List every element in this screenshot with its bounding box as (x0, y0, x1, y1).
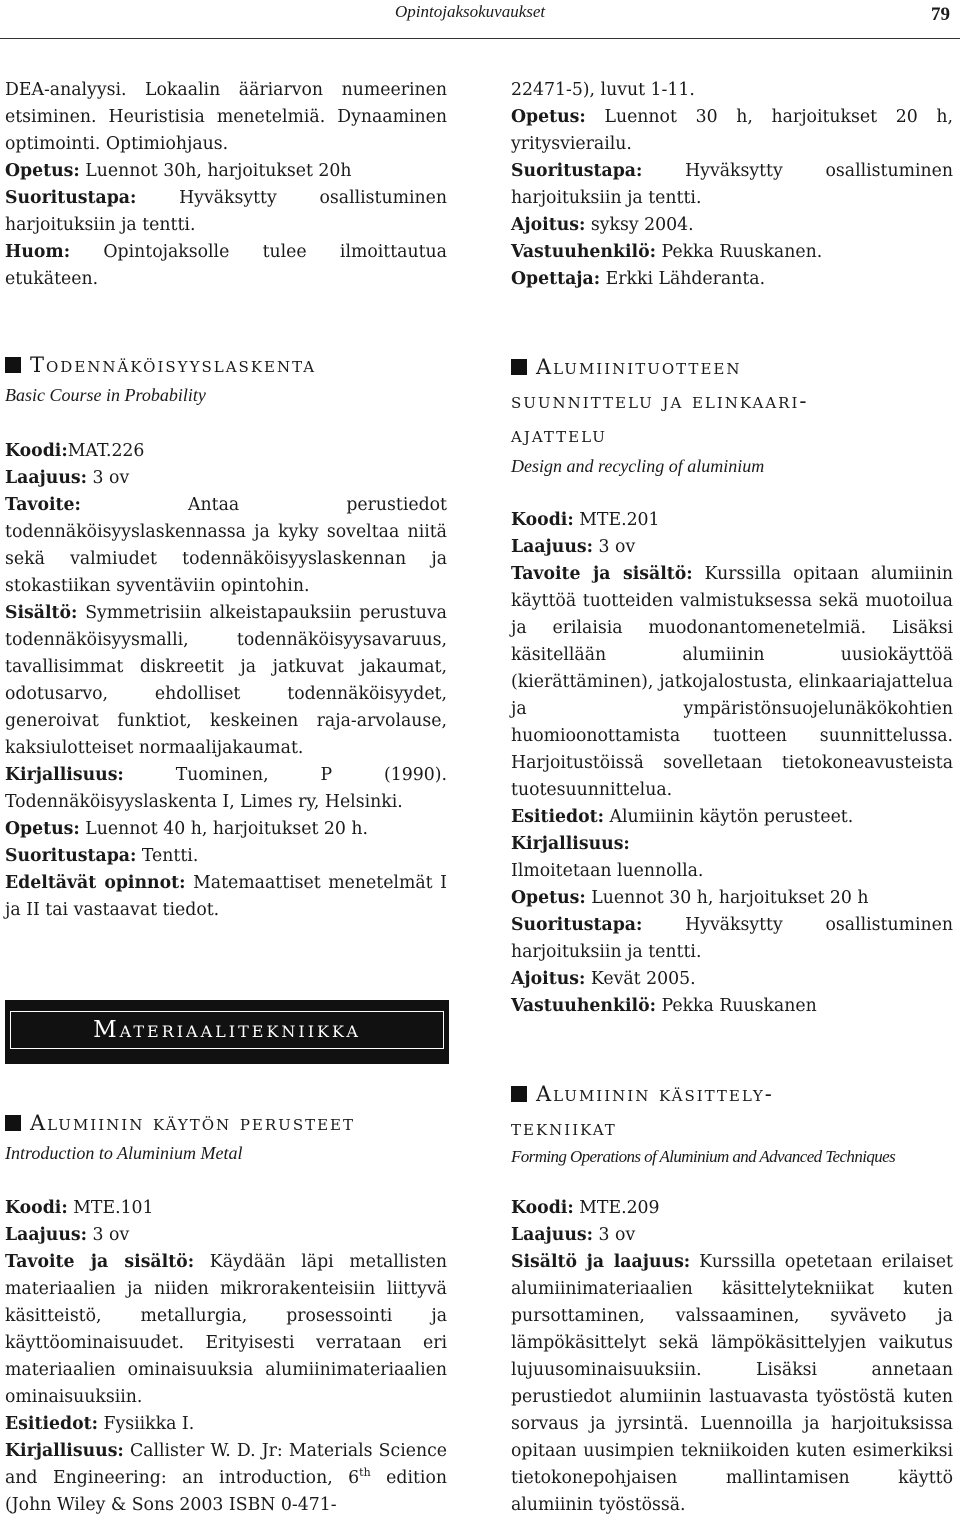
bullet-square-icon (5, 1115, 21, 1131)
alu-design-laajuus: Laajuus: 3 ov (511, 537, 636, 557)
prob-koodi: Koodi:MAT.226 (5, 441, 145, 461)
prob-tavoite: Tavoite: Antaa perustiedot todennäköisyyslaskennassa ja kyky soveltaa niitä sekä valmiudet todennäköisyyslaskennan ja stokastiikan syventäviin opintohin. (5, 495, 447, 596)
course-body-alu-design (511, 507, 953, 1020)
alu-design-kirjallisuus-label: Kirjallisuus: (511, 834, 630, 854)
section-banner (5, 1000, 449, 1064)
right-top-suoritustapa: Suoritustapa: Hyväksytty osallistuminen harjoituksiin ja tentti. (511, 161, 953, 208)
alu-basics-kirjallisuus: Kirjallisuus: Callister W. D. Jr: Materials Science and Engineering: an introduction, 6th edition (John Wiley & Sons 2003 ISBN 0-471- (5, 1441, 447, 1515)
page-number: 79 (931, 4, 950, 25)
prob-edeltavat: Edeltävät opinnot: Matemaattiset menetelmät I ja II tai vastaavat tiedot. (5, 873, 447, 920)
alu-design-ajoitus: Ajoitus: Kevät 2005. (511, 969, 696, 989)
right-top-ajoitus: Ajoitus: syksy 2004. (511, 215, 694, 235)
course-body-probability (5, 438, 447, 924)
bullet-square-icon (511, 359, 527, 375)
prob-opetus: Opetus: Luennot 40 h, harjoitukset 20 h. (5, 819, 368, 839)
section-banner-title: Materiaalitekniikka (10, 1011, 444, 1049)
alu-design-koodi: Koodi: MTE.201 (511, 510, 660, 530)
bullet-square-icon (511, 1086, 527, 1102)
left-top-huom: Huom: Opintojaksolle tulee ilmoittautua etukäteen. (5, 242, 447, 289)
alu-tech-sisalto: Sisältö ja laajuus: Kurssilla opetetaan erilaiset alumiinimateriaalien käsittelytekniikat kuten pursottaminen, valssaaminen, syväveto ja lämpökäsittelyt sekä lämpökäsittelyjen vaikutus lujuusominaisuuksiin. Lisäksi annetaan perustiedot alumiinin lastuavasta työstöstä kuten sorvaus ja jyrsintä. Luennoilla ja harjoituksissa opitaan uusimpien tekniikoiden kuten esimerkiksi tietokonepohjaisen mallintamisen käyttö alumiinin työstössä. (511, 1252, 953, 1515)
alu-tech-laajuus: Laajuus: 3 ov (511, 1225, 636, 1245)
course-subtitle-alu-design: Design and recycling of aluminium (511, 456, 765, 476)
left-top-opetus: Opetus: Luennot 30h, harjoitukset 20h (5, 161, 352, 181)
course-subtitle-alu-tech: Forming Operations of Aluminium and Advanced Techniques (511, 1147, 896, 1166)
right-top-opetus: Opetus: Luennot 30 h, harjoitukset 20 h, yritysvierailu. (511, 107, 954, 154)
right-top-opettaja: Opettaja: Erkki Lähderanta. (511, 269, 766, 289)
alu-tech-koodi: Koodi: MTE.209 (511, 1198, 660, 1218)
alu-basics-laajuus: Laajuus: 3 ov (5, 1225, 130, 1245)
prob-kirjallisuus: Kirjallisuus: Tuominen, P (1990). Todennäköisyyslaskenta I, Limes ry, Helsinki. (5, 765, 447, 812)
prob-laajuus: Laajuus: 3 ov (5, 468, 130, 488)
alu-design-opetus: Opetus: Luennot 30 h, harjoitukset 20 h (511, 888, 869, 908)
course-body-alu-basics (5, 1195, 447, 1519)
alu-design-tavoite: Tavoite ja sisältö: Kurssilla opitaan alumiinin käyttöä tuotteiden valmistuksessa sekä muotoilua ja erilaisia muodonantomenetelmiä. Lisäksi käsitellään alumiinin uusiokäyttöä (kierättäminen), jatkojalostusta, elinkaariajattelua ja ympäristönsuojelunäkökohtien huomioonottamista tuotteen suunnittelussa. Harjoitustöissä sovelletaan tietokoneavusteista tuotesuunnittelua. (511, 564, 954, 800)
course-heading-alu-tech: Alumiinin käsittely- tekniikat (511, 1082, 774, 1140)
header-rule (0, 38, 960, 39)
alu-design-vastuu: Vastuuhenkilö: Pekka Ruuskanen (511, 996, 817, 1016)
running-title: Opintojaksokuvaukset (395, 2, 546, 21)
right-top-text: 22471-5), luvut 1-11. (511, 80, 695, 100)
course-subtitle-probability: Basic Course in Probability (5, 385, 206, 405)
course-subtitle-alu-basics: Introduction to Aluminium Metal (5, 1143, 243, 1163)
course-heading-probability: Todennäköisyyslaskenta (5, 350, 316, 380)
page-header (0, 0, 960, 40)
right-top-vastuu: Vastuuhenkilö: Pekka Ruuskanen. (511, 242, 823, 262)
alu-basics-esitiedot: Esitiedot: Fysiikka I. (5, 1414, 195, 1434)
course-body-alu-tech (511, 1195, 953, 1519)
left-top-block (5, 77, 447, 293)
left-top-text: DEA-analyysi. Lokaalin ääriarvon numeerinen etsiminen. Heuristisia menetelmiä. Dynaaminen optimointi. Optimiohjaus. (5, 80, 447, 154)
alu-design-esitiedot: Esitiedot: Alumiinin käytön perusteet. (511, 807, 854, 827)
alu-design-suoritustapa: Suoritustapa: Hyväksytty osallistuminen harjoituksiin ja tentti. (511, 915, 953, 962)
alu-basics-tavoite: Tavoite ja sisältö: Käydään läpi metallisten materiaalien ja niiden mikrorakenteisiin liittyvä käsitteistö, metallurgia, prosessointi ja käyttöominaisuudet. Erityisesti verrataan eri materiaalien ominaisuuksia alumiinimateriaalien ominaisuuksiin. (5, 1252, 448, 1407)
alu-basics-koodi: Koodi: MTE.101 (5, 1198, 154, 1218)
bullet-square-icon (5, 357, 21, 373)
left-top-suoritustapa: Suoritustapa: Hyväksytty osallistuminen harjoituksiin ja tentti. (5, 188, 447, 235)
right-top-block (511, 77, 953, 293)
course-heading-alu-design: Alumiinituotteen suunnittelu ja elinkaari- ajattelu (511, 355, 809, 447)
alu-design-kirjallisuus: Ilmoitetaan luennolla. (511, 861, 704, 881)
prob-sisalto: Sisältö: Symmetrisiin alkeistapauksiin perustuva todennäköisyysmalli, todennäköisyysavaruus, tavallisimmat diskreetit ja jatkuvat jakaumat, odotusarvo, ehdolliset todennäköisyydet, generoivat funktiot, keskeinen raja-arvolause, kaksiulotteiset normaalijakaumat. (5, 603, 447, 758)
course-heading-alu-basics: Alumiinin käytön perusteet (5, 1108, 355, 1138)
prob-suoritustapa: Suoritustapa: Tentti. (5, 846, 199, 866)
